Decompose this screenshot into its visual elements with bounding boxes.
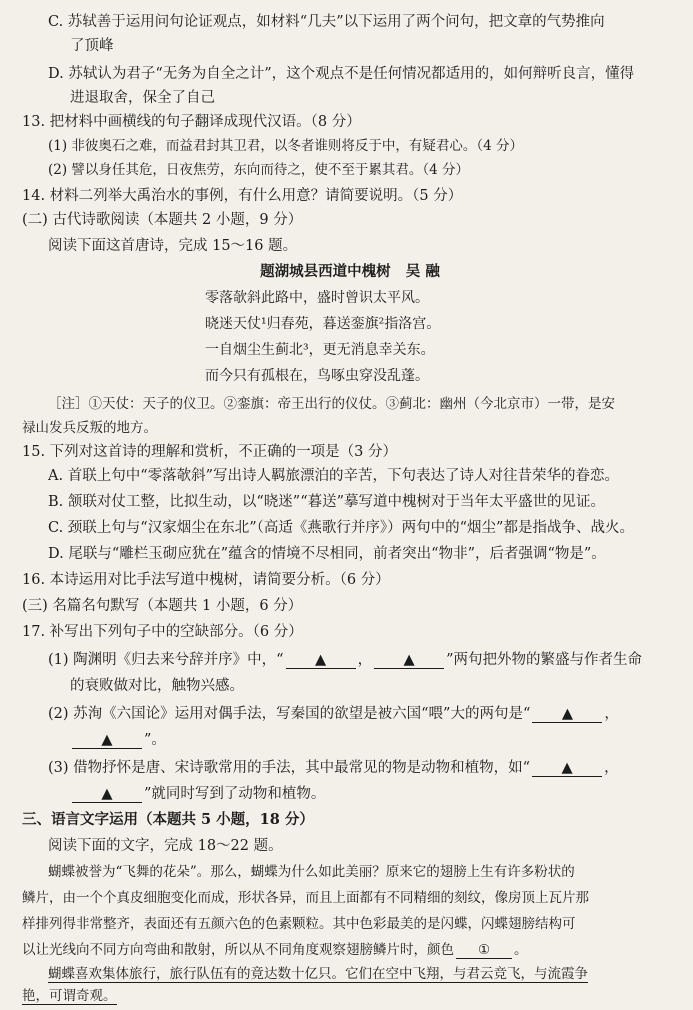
section-3-heading: (三) 名篇名句默写（本题共 1 小题，6 分） <box>22 598 303 614</box>
passage-p2-line-1: 蝴蝶喜欢集体旅行，旅行队伍有的竟达数十亿只。它们在空中飞翔，与君云竞飞，与流霞争 <box>48 966 588 982</box>
q17-item-3-line-1: (3) 借物抒怀是唐、宋诗歌常用的手法，其中最常见的物是动物和植物，如“ ▲ ， <box>48 760 619 776</box>
q15-option-d: D. 尾联与“雕栏玉砌应犹在”蕴含的情境不尽相同，前者突出“物非”，后者强调“物是”。 <box>48 546 606 562</box>
blank-6[interactable]: ▲ <box>72 786 142 803</box>
poem-title: 题湖城县西道中槐树 <box>260 263 391 280</box>
q17-item-2-line-1: (2) 苏洵《六国论》运用对偶手法，写秦国的欲望是被六国“喂”大的两句是“ ▲ ， <box>48 706 619 722</box>
poem-line-4: 而今只有孤根在，鸟啄虫穿没乱蓬。 <box>205 368 429 384</box>
poem-line-1: 零落欹斜此路中，盛时曾识太平风。 <box>205 290 429 306</box>
q15-option-c: C. 颈联上句与“汉家烟尘在东北”（高适《燕歌行并序》）两句中的“烟尘”都是指战争、战火。 <box>48 520 634 536</box>
passage-p2-line-2: 艳，可谓奇观。 <box>22 988 117 1004</box>
question-13-2: (2) 譬以身任其危，日夜焦劳，东向而待之，使不至于累其君。（4 分） <box>48 162 470 178</box>
poem-note-line-1: ［注］①天仗：天子的仪卫。②銮旗：帝王出行的仪仗。③蓟北：幽州（今北京市）一带，是安 <box>48 396 615 412</box>
blank-1[interactable]: ▲ <box>286 652 356 669</box>
question-17: 17. 补写出下列句子中的空缺部分。（6 分） <box>22 624 303 640</box>
question-16: 16. 本诗运用对比手法写道中槐树，请简要分析。（6 分） <box>22 572 390 588</box>
blank-3[interactable]: ▲ <box>532 706 602 723</box>
part-3-heading: 三、语言文字运用（本题共 5 小题，18 分） <box>22 811 314 828</box>
q17-item-2-line-2: ▲ ”。 <box>70 730 676 750</box>
q15-option-a: A. 首联上句中“零落欹斜”写出诗人羁旅漂泊的辛苦，下句表达了诗人对往昔荣华的眷恋。 <box>48 468 620 484</box>
passage-p1-line-1: 蝴蝶被誉为“飞舞的花朵”。那么，蝴蝶为什么如此美丽？原来它的翅膀上生有许多粉状的 <box>48 864 575 880</box>
poem-line-3: 一自烟尘生蓟北³，更无消息幸关东。 <box>205 342 435 358</box>
poem-author: 吴 融 <box>405 263 440 280</box>
q17-item-3-line-2: ▲ ”就同时写到了动物和植物。 <box>70 784 676 804</box>
q17-item-1-line-1: (1) 陶渊明《归去来兮辞并序》中，“ ▲ ， ▲ ”两句把外物的繁盛与作者生命 <box>48 652 642 668</box>
blank-2[interactable]: ▲ <box>374 652 444 669</box>
poem-note-line-2: 禄山发兵反叛的地方。 <box>22 420 157 436</box>
q15-option-b: B. 颔联对仗工整，比拟生动，以“晓迷”“暮送”摹写道中槐树对于当年太平盛世的见证。 <box>48 494 606 510</box>
section-2-intro: 阅读下面这首唐诗，完成 15～16 题。 <box>48 238 298 254</box>
question-13: 13. 把材料中画横线的句子翻译成现代汉语。（8 分） <box>22 114 361 130</box>
passage-blank-1[interactable]: ① <box>456 942 512 959</box>
option-d-line-1: D. 苏轼认为君子“无务为自全之计”，这个观点不是任何情况都适用的，如何辩听良言，懂得 <box>48 66 635 82</box>
poem-title-line <box>150 262 550 282</box>
option-c-line-1: C. 苏轼善于运用问句论证观点，如材料“几夫”以下运用了两个问句，把文章的气势推向 <box>48 14 605 30</box>
q17-item-1-line-2: 的衰败做对比，触物兴感。 <box>70 678 244 694</box>
question-14: 14. 材料二列举大禹治水的事例，有什么用意？请简要说明。（5 分） <box>22 188 463 204</box>
part-3-intro: 阅读下面的文字，完成 18～22 题。 <box>48 838 283 854</box>
section-2-heading: (二) 古代诗歌阅读（本题共 2 小题，9 分） <box>22 212 303 228</box>
passage-p1-line-3: 样排列得非常整齐，表面还有五颜六色的色素颗粒。其中色彩最美的是闪蝶，闪蝶翅膀结构可 <box>22 916 576 932</box>
question-13-1: (1) 非彼奥石之难，而益君封其卫君，以冬者谁则将反于中，有疑君心。（4 分） <box>48 138 524 154</box>
blank-5[interactable]: ▲ <box>532 760 602 777</box>
option-d-line-2: 进退取舍，保全了自己 <box>70 90 215 106</box>
option-c-line-2: 了顶峰 <box>70 38 114 54</box>
passage-p1-line-2: 鳞片，由一个个真皮细胞变化而成，形状各异，而且上面都有不同精细的刻纹，像房顶上瓦片那 <box>22 890 589 906</box>
poem-line-2: 晓迷天仗¹归春苑，暮送銮旗²指洛宫。 <box>205 316 441 332</box>
blank-4[interactable]: ▲ <box>72 732 142 749</box>
passage-p1-line-4: 以让光线向不同方向弯曲和散射，所以从不同角度观察翅膀鳞片时，颜色 ① 。 <box>22 942 528 958</box>
question-15: 15. 下列对这首诗的理解和赏析，不正确的一项是（3 分） <box>22 444 398 460</box>
